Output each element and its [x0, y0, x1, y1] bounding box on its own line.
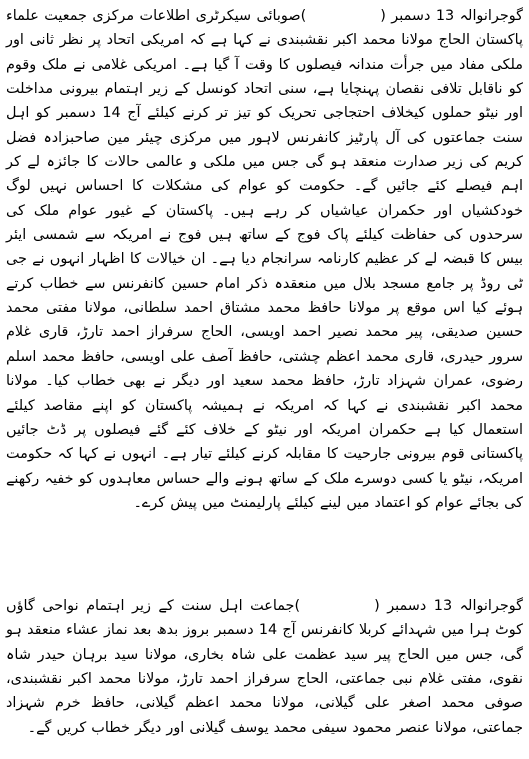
dateline-open-paren: (	[380, 8, 386, 24]
dateline-text: گوجرانوالہ 13 دسمبر	[387, 598, 523, 614]
dateline-open-paren: (	[374, 598, 380, 614]
news-page	[6, 0, 523, 759]
dateline-text: گوجرانوالہ 13 دسمبر	[391, 8, 523, 24]
dateline-close-paren: )	[294, 598, 301, 614]
article-dateline	[294, 598, 523, 614]
dateline-close-paren: )	[300, 8, 307, 24]
article-body: صوبائی سیکرٹری اطلاعات مرکزی جمعیت علماء پاکستان الحاج مولانا محمد اکبر نقشبندی نے کہا ہے کہ امریکی اتحاد پر نظر ثانی اور ملکی مفاد میں جرأت مندانہ فیصلوں کا وقت آ گیا ہے۔ امریکی غلامی نے ملک وقوم کو ناقابل تلافی نقصان پہنچایا ہے، سنی اتحاد کونسل کے زیر اہتمام بیرونی مداخلت اور نیٹو حملوں کیخلاف احتجاجی تحریک کو تیز تر کرنے کیلئے آج 14 دسمبر کو اہل سنت جماعتوں کی آل پارٹیز کانفرنس لاہور میں مرکزی چیئر مین صاحبزادہ فضل کریم کی زیر صدارت منعقد ہو گی جس میں ملکی و عالمی حالات کا جائزہ لے کر اہم فیصلے کئے جائیں گے۔ حکومت کو عوام کی مشکلات کا احساس نہیں لوگ خودکشیاں اور حکمران عیاشیاں کر رہے ہیں۔ پاکستان کے غیور عوام ملک کی سرحدوں کی حفاظت کیلئے پاک فوج کے ساتھ ہیں فوج نے امریکہ سے شمسی ایئر بیس کا قبضہ لے کر عظیم کارنامہ سرانجام دیا ہے۔ ان خیالات کا اظہار انہوں نے جی ٹی روڈ پر جامع مسجد بلال میں منعقدہ ذکر امام حسین کانفرنس سے خطاب کرتے ہوئے کیا اس موقع پر مولانا حافظ محمد مشتاق احمد سلطانی، مولانا مفتی محمد حسین صدیقی، پیر محمد نصیر احمد اویسی، الحاج سرفراز احمد تارڑ، قاری غلام سرور حیدری، قاری محمد اعظم چشتی، حافظ آصف علی اویسی، حافظ محمد اسلم رضوی، عمران شہزاد تارڑ، حافظ محمد سعید اور دیگر نے بھی خطاب کیا۔ مولانا محمد اکبر نقشبندی نے کہا کہ امریکہ نے ہمیشہ پاکستان کو اپنے مقاصد کیلئے استعمال کیا ہے حکمران امریکہ اور نیٹو کے خلاف کئے گئے فیصلوں پر ڈٹ جائیں پاکستانی قوم بیرونی جارحیت کا مقابلہ کرنے کیلئے تیار ہے۔ انہوں نے کہا کہ حکومت امریکہ، نیٹو یا کسی دوسرے ملک کے ساتھ ہونے والے حساس معاہدوں کو خفیہ رکھنے کی بجائے عوام کو اعتماد میں لینے کیلئے پارلیمنٹ میں پیش کرے۔	[6, 8, 524, 511]
news-article	[6, 4, 523, 515]
article-dateline	[301, 8, 523, 24]
article-body: جماعت اہل سنت کے زیر اہتمام نواحی گاؤں کوٹ ہرا میں شہدائے کربلا کانفرنس آج 14 دسمبر بروز بدھ بعد نماز عشاء منعقد ہو گی، جس میں الحاج پیر سید عظمت علی شاہ بخاری، مولانا سید برہان حیدر شاہ نقوی، مفتی غلام نبی جماعتی، الحاج سرفراز احمد تارڑ، مولانا محمد اکبر نقشبندی، صوفی محمد اصغر علی گیلانی، مولانا محمد اعظم گیلانی، حافظ خرم شہزاد جماعتی، مولانا عنصر محمود سیفی محمد یوسف گیلانی اور دیگر خطاب کریں گے۔	[6, 598, 523, 736]
news-article	[6, 594, 523, 740]
